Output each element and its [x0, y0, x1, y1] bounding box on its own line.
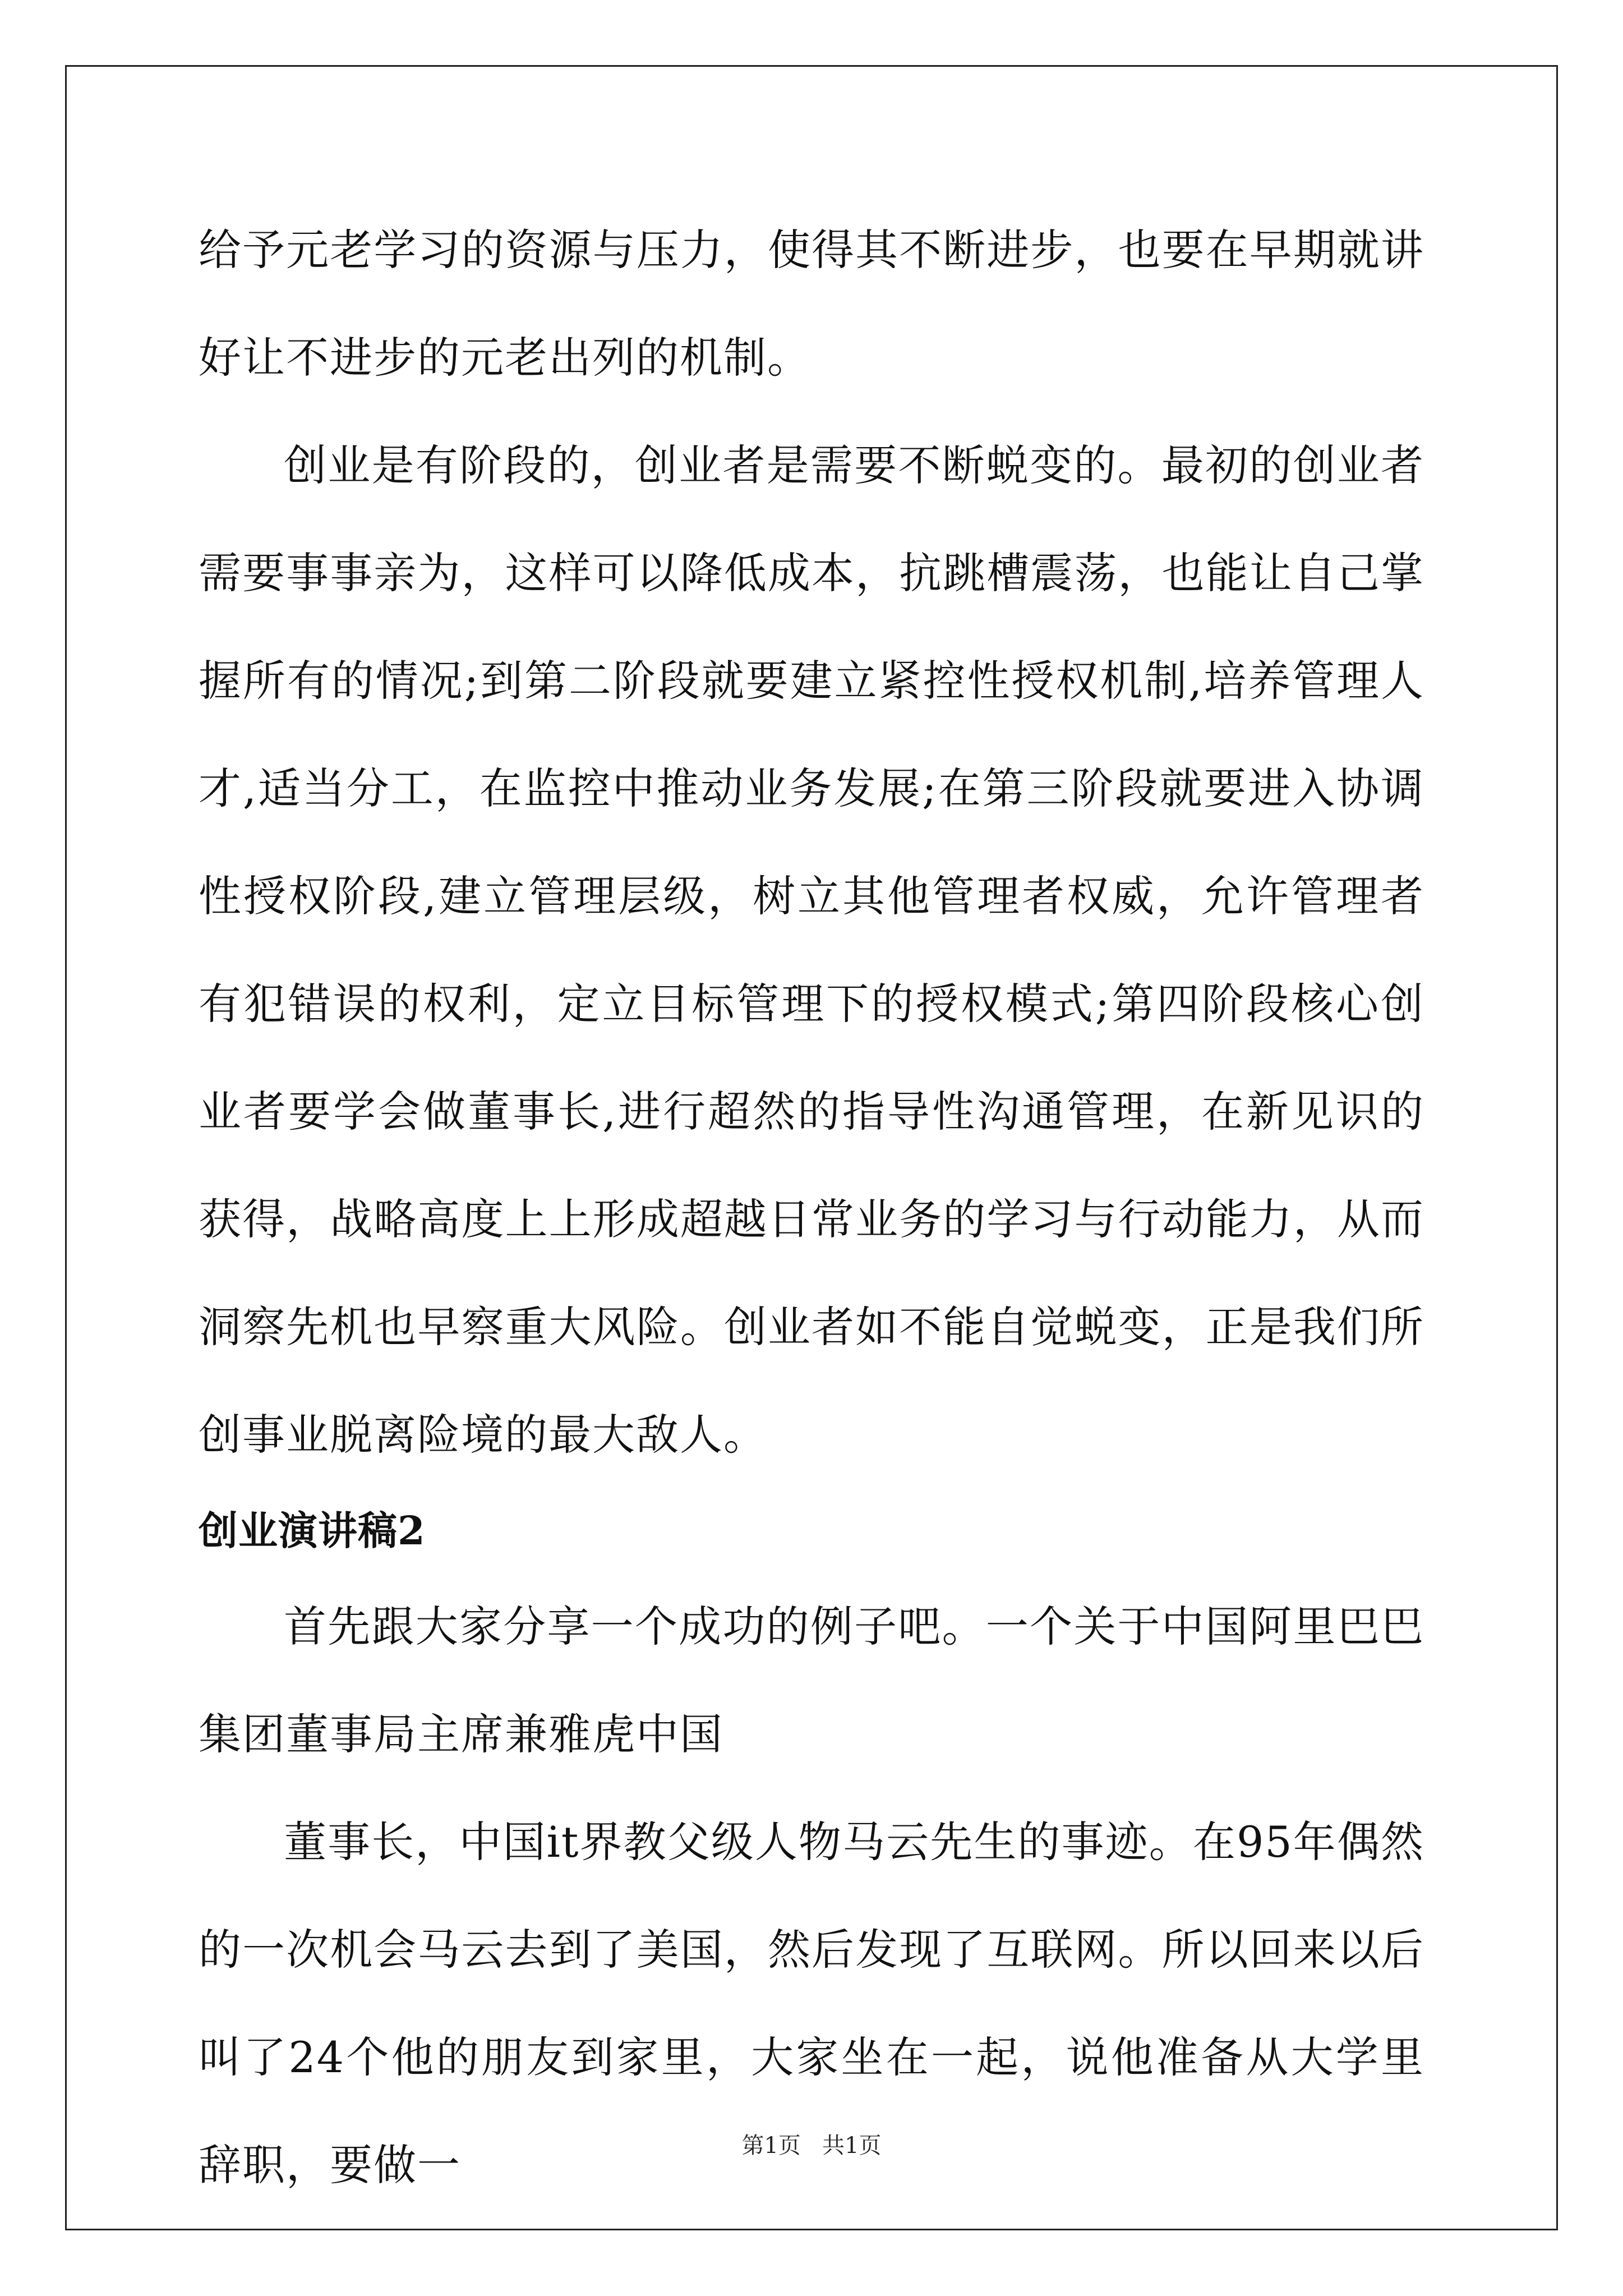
document-body [199, 196, 1424, 2219]
paragraph: 首先跟大家分享一个成功的例子吧。一个关于中国阿里巴巴集团董事局主席兼雅虎中国 [199, 1602, 1424, 1759]
paragraph: 创业是有阶段的，创业者是需要不断蜕变的。最初的创业者需要事事亲为，这样可以降低成本，抗跳槽震荡，也能让自己掌握所有的情况;到第二阶段就要建立紧控性授权机制,培养管理人才,适当分工，在监控中推动业务发展;在第三阶段就要进入协调性授权阶段,建立管理层级，树立其他管理者权威，允许管理者有犯错误的权利，定立目标管理下的授权模式;第四阶段核心创业者要学会做董事长,进行超然的指导性沟通管理，在新见识的获得，战略高度上上形成超越日常业务的学习与行动能力，从而洞察先机也早察重大风险。创业者如不能自觉蜕变，正是我们所创事业脱离险境的最大敌人。 [199, 440, 1424, 1460]
section-title: 创业演讲稿2 [199, 1507, 426, 1554]
paragraph: 董事长，中国it界教父级人物马云先生的事迹。在95年偶然的一次机会马云去到了美国，然后发现了互联网。所以回来以后叫了24个他的朋友到家里，大家坐在一起，说他准备从大学里辞职，要做一 [199, 1817, 1424, 2190]
page-number-footer: 第1页 共1页 [741, 2133, 882, 2159]
paragraph: 给予元老学习的资源与压力，使得其不断进步，也要在早期就讲好让不进步的元老出列的机制。 [199, 225, 1424, 383]
